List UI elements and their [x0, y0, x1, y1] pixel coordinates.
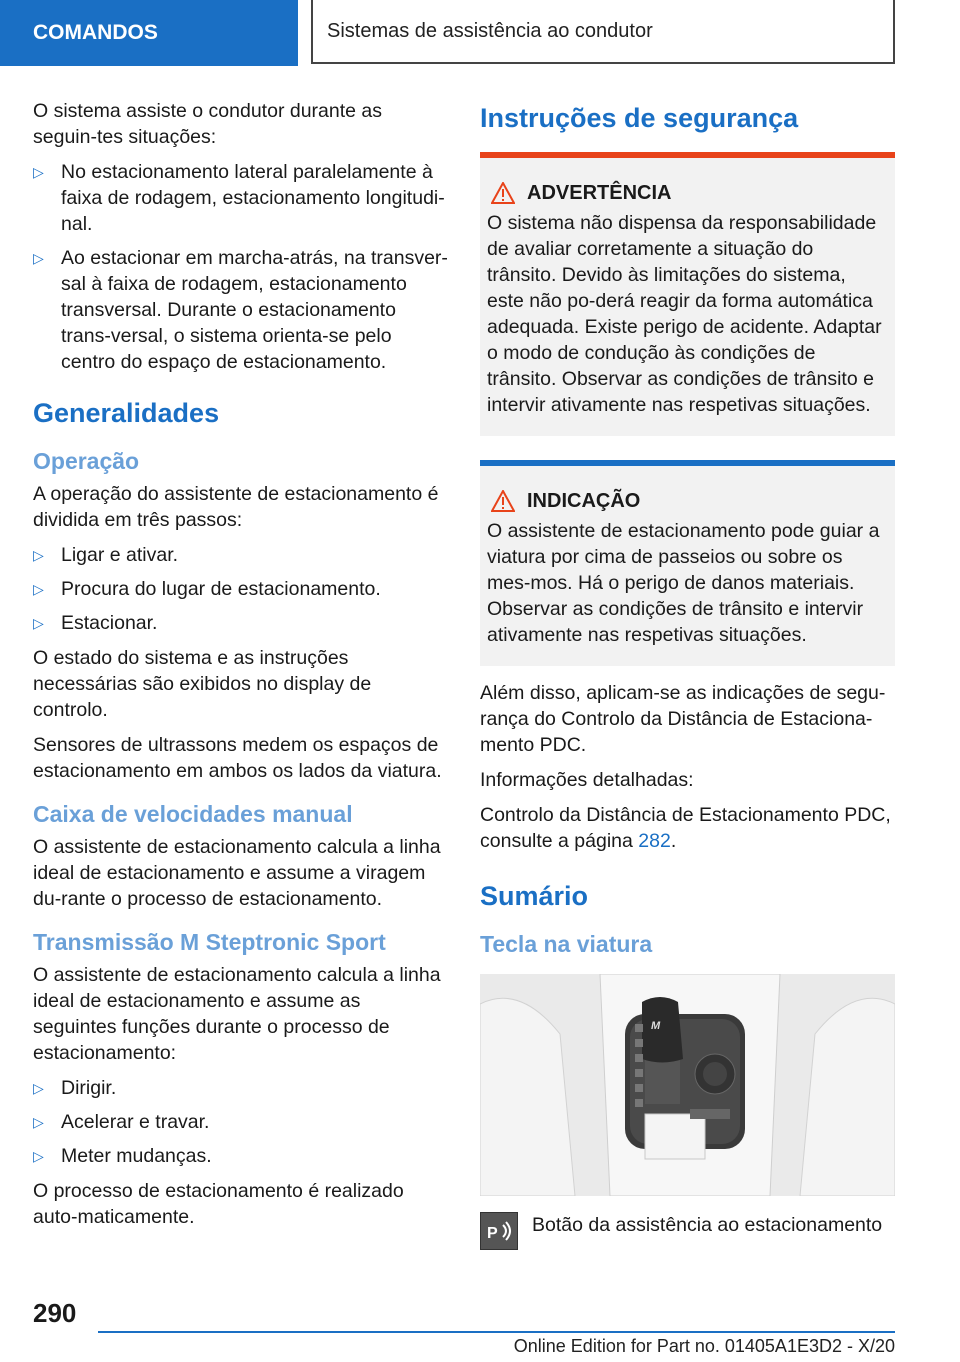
triangle-bullet-icon: ▷ [33, 250, 44, 266]
button-caption: Botão da assistência ao estacionamento [532, 1214, 883, 1236]
manual-text: O assistente de estacionamento calcula a linha ideal de estacionamento e assume a viragem du-rante o processo de estacionamento. [33, 836, 441, 910]
heading-summary: Sumário [480, 881, 589, 911]
triangle-bullet-icon: ▷ [33, 615, 44, 631]
svg-text:P: P [487, 1225, 498, 1242]
notice-title: INDICAÇÃO [487, 488, 887, 514]
pdc-text: Além disso, aplicam-se as indicações de segu-rança do Controlo da Distância de Estaciona-mento PDC. [480, 682, 886, 756]
m-logo: M [651, 1020, 661, 1032]
heading-steptronic: Transmissão M Steptronic Sport [33, 929, 386, 955]
details-text: Controlo da Distância de Estacionamento PDC, consulte a página 282. [480, 804, 891, 852]
list-item: ▷ Estacionar. [33, 612, 158, 634]
page-reference-link[interactable]: 282 [638, 830, 671, 852]
sensors-text: Sensores de ultrassons medem os espaços de estacionamento em ambos os lados da viatura. [33, 734, 442, 782]
footer-divider [98, 1331, 895, 1333]
steps-list [33, 542, 448, 636]
chapter-title: Sistemas de assistência ao condutor [311, 0, 895, 64]
page-number: 290 [33, 1298, 77, 1328]
heading-generalidades: Generalidades [33, 398, 220, 428]
steptronic-text: O assistente de estacionamento calcula a linha ideal de estacionamento e assume as seguintes funções durante o processo de estacionamento: [33, 964, 441, 1064]
warning-box [480, 152, 895, 436]
heading-operacao: Operação [33, 448, 140, 474]
left-column [33, 98, 448, 1239]
notice-text: O assistente de estacionamento pode guiar a viatura por cima de passeios ou sobre os mes-mos. Há o perigo de danos materiais. Observar as condições de trânsito e intervir ativamente nas respetivas situações. [487, 520, 880, 646]
triangle-bullet-icon: ▷ [33, 547, 44, 563]
auto-text: O processo de estacionamento é realizado auto-maticamente. [33, 1180, 404, 1228]
status-text: O estado do sistema e as instruções necessárias são exibidos no display de controlo. [33, 647, 372, 721]
warning-triangle-icon [491, 182, 515, 204]
list-item: ▷ Acelerar e travar. [33, 1111, 210, 1133]
list-item: ▷ Procura do lugar de estacionamento. [33, 578, 381, 600]
intro-text: O sistema assiste o condutor durante as seguin-tes situações: [33, 100, 383, 148]
parking-assistant-button-icon [480, 1212, 518, 1250]
list-item: ▷ Ligar e ativar. [33, 544, 179, 566]
warning-triangle-icon [491, 490, 515, 512]
triangle-bullet-icon: ▷ [33, 1114, 44, 1130]
triangle-bullet-icon: ▷ [33, 1080, 44, 1096]
button-legend [480, 1212, 895, 1250]
section-tab: COMANDOS [0, 0, 298, 66]
triangle-bullet-icon: ▷ [33, 581, 44, 597]
list-item: ▷ Meter mudanças. [33, 1145, 212, 1167]
center-console-illustration [480, 974, 895, 1196]
list-item: ▷ No estacionamento lateral paralelamente à faixa de rodagem, estacionamento longitudi-nal. [33, 161, 445, 235]
situations-list [33, 159, 448, 375]
notice-box [480, 460, 895, 666]
heading-manual-gearbox: Caixa de velocidades manual [33, 801, 353, 827]
warning-title: ADVERTÊNCIA [487, 180, 887, 206]
heading-safety: Instruções de segurança [480, 103, 799, 133]
list-item: ▷ Dirigir. [33, 1077, 117, 1099]
footer-edition: Online Edition for Part no. 01405A1E3D2 - X/20 [513, 1336, 895, 1356]
warning-text: O sistema não dispensa da responsabilidade de avaliar corretamente a situação do trânsito. Devido às limitações do sistema, este não po-derá reagir da forma automática adequada. Existe perigo de acidente. Adaptar o modo de condução às condições de trânsito. Observar as condições de trânsito e intervir ativamente nas respetivas situações. [487, 212, 882, 416]
center-console-figure [480, 974, 895, 1196]
functions-list [33, 1075, 448, 1169]
details-label: Informações detalhadas: [480, 769, 694, 791]
list-item: ▷ Ao estacionar em marcha-atrás, na transver-sal à faixa de rodagem, estacionamento transversal. Durante o estacionamento trans-versal, o sistema orienta-se pelo centro do espaço de estacionamento. [33, 247, 448, 373]
triangle-bullet-icon: ▷ [33, 164, 44, 180]
triangle-bullet-icon: ▷ [33, 1148, 44, 1164]
right-column [480, 98, 895, 1250]
heading-button-in-vehicle: Tecla na viatura [480, 931, 653, 957]
operacao-text: A operação do assistente de estacionamento é dividida em três passos: [33, 483, 439, 531]
